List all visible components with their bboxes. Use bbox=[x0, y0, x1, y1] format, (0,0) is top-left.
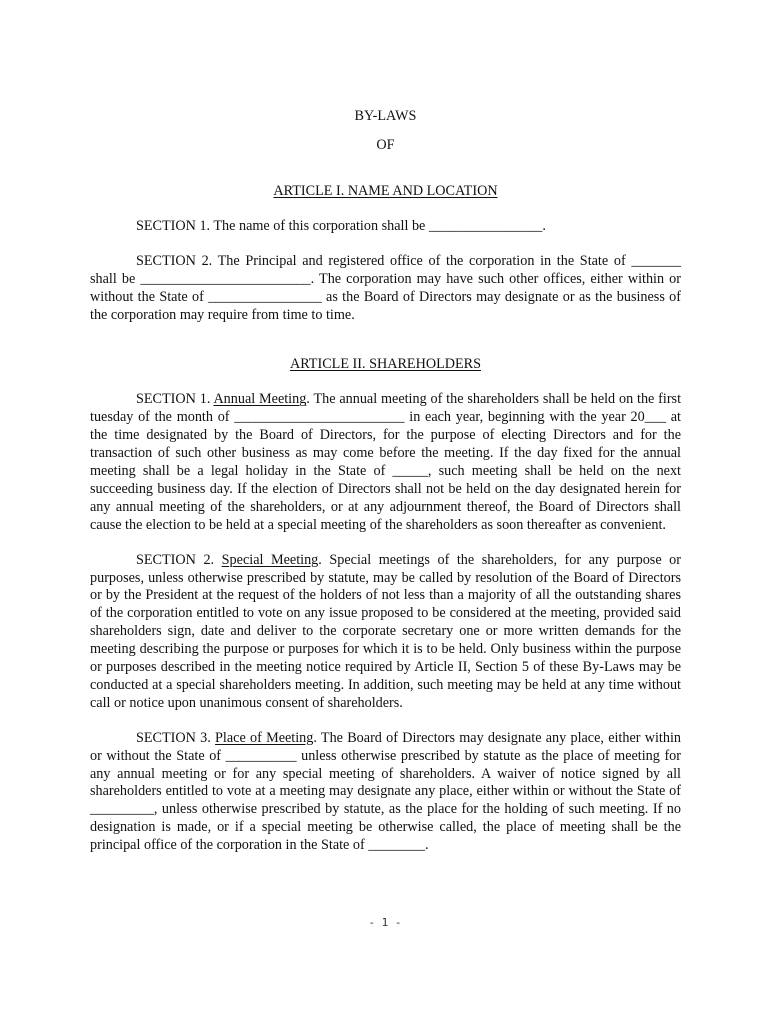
article-2-heading-text: ARTICLE II. SHAREHOLDERS bbox=[289, 356, 482, 373]
article-1-heading-text: ARTICLE I. NAME AND LOCATION bbox=[273, 183, 498, 199]
section-1-lead: SECTION 1. bbox=[136, 391, 214, 408]
section-1-body: . The annual meeting of the shareholders shall be held on the first tuesday of the month of ________________________ in each year, beginning with the year 20___ at the time designated by the Board of Directors, for the purpose of electing Directors and for the transaction of such other business as may come before the meeting. If the day fixed for the annual meeting shall be a legal holiday in the State of _____, such meeting shall be held on the next succeeding business day. If the election of Directors shall not be held on the day designated herein for any annual meeting of the shareholders, or at any adjournment thereof, the Board of Directors shall cause the election to be held at a special meeting of the shareholders as soon thereafter as convenient. bbox=[90, 391, 682, 533]
article-1-heading bbox=[90, 183, 681, 201]
article-2-section-2 bbox=[90, 552, 681, 713]
document-subtitle-of: OF bbox=[376, 137, 395, 153]
article-1-section-2: SECTION 2. The Principal and registered office of the corporation in the State of _______ shall be ________________________. The corporation may have such other offices, either within or without the State of ________________ as the Board of Directors may designate or as the business of the corporation may require from time to time. bbox=[90, 252, 681, 323]
article-2-heading bbox=[90, 356, 681, 374]
section-1-title: Annual Meeting bbox=[213, 391, 307, 408]
section-3-lead: SECTION 3. bbox=[136, 729, 216, 746]
article-2-section-3 bbox=[90, 730, 681, 855]
document-title: BY-LAWS bbox=[354, 108, 417, 124]
section-2-lead: SECTION 2. bbox=[136, 551, 222, 568]
section-3-body: . The Board of Directors may designate any place, either within or without the State of __________ unless otherwise prescribed by statute as the place of meeting for any annual meeting or for any special meeting of shareholders. A waiver of notice signed by all shareholders entitled to vote at a meeting may designate any place, either within or without the State of _________, unless otherwise prescribed by statute, as the place for the holding of such meeting. If no designation is made, or if a special meeting be otherwise called, the place of meeting shall be the principal office of the corporation in the State of ________. bbox=[90, 729, 681, 854]
article-2-section-1 bbox=[90, 391, 681, 534]
section-2-body: . Special meetings of the shareholders, for any purpose or purposes, unless otherwise prescribed by statute, may be called by resolution of the Board of Directors or by the President at the request of the holders of not less than a majority of all the outstanding shares of the corporation entitled to vote on any issue proposed to be considered at the meeting, provided said shareholders sign, date and deliver to the corporate secretary one or more written demands for the meeting describing the purpose or purposes for which it is to be held. Only business within the purpose or purposes described in the meeting notice required by Article II, Section 5 of these By-Laws may be conducted at a special shareholders meeting. In addition, such meeting may be held at any time without call or notice upon unanimous consent of shareholders. bbox=[90, 551, 681, 711]
document-body bbox=[90, 108, 681, 855]
section-3-title: Place of Meeting bbox=[215, 729, 314, 746]
article-1-section-1: SECTION 1. The name of this corporation shall be ________________. bbox=[136, 217, 546, 234]
page-number: - 1 - bbox=[368, 916, 402, 929]
section-2-title: Special Meeting bbox=[221, 551, 319, 568]
